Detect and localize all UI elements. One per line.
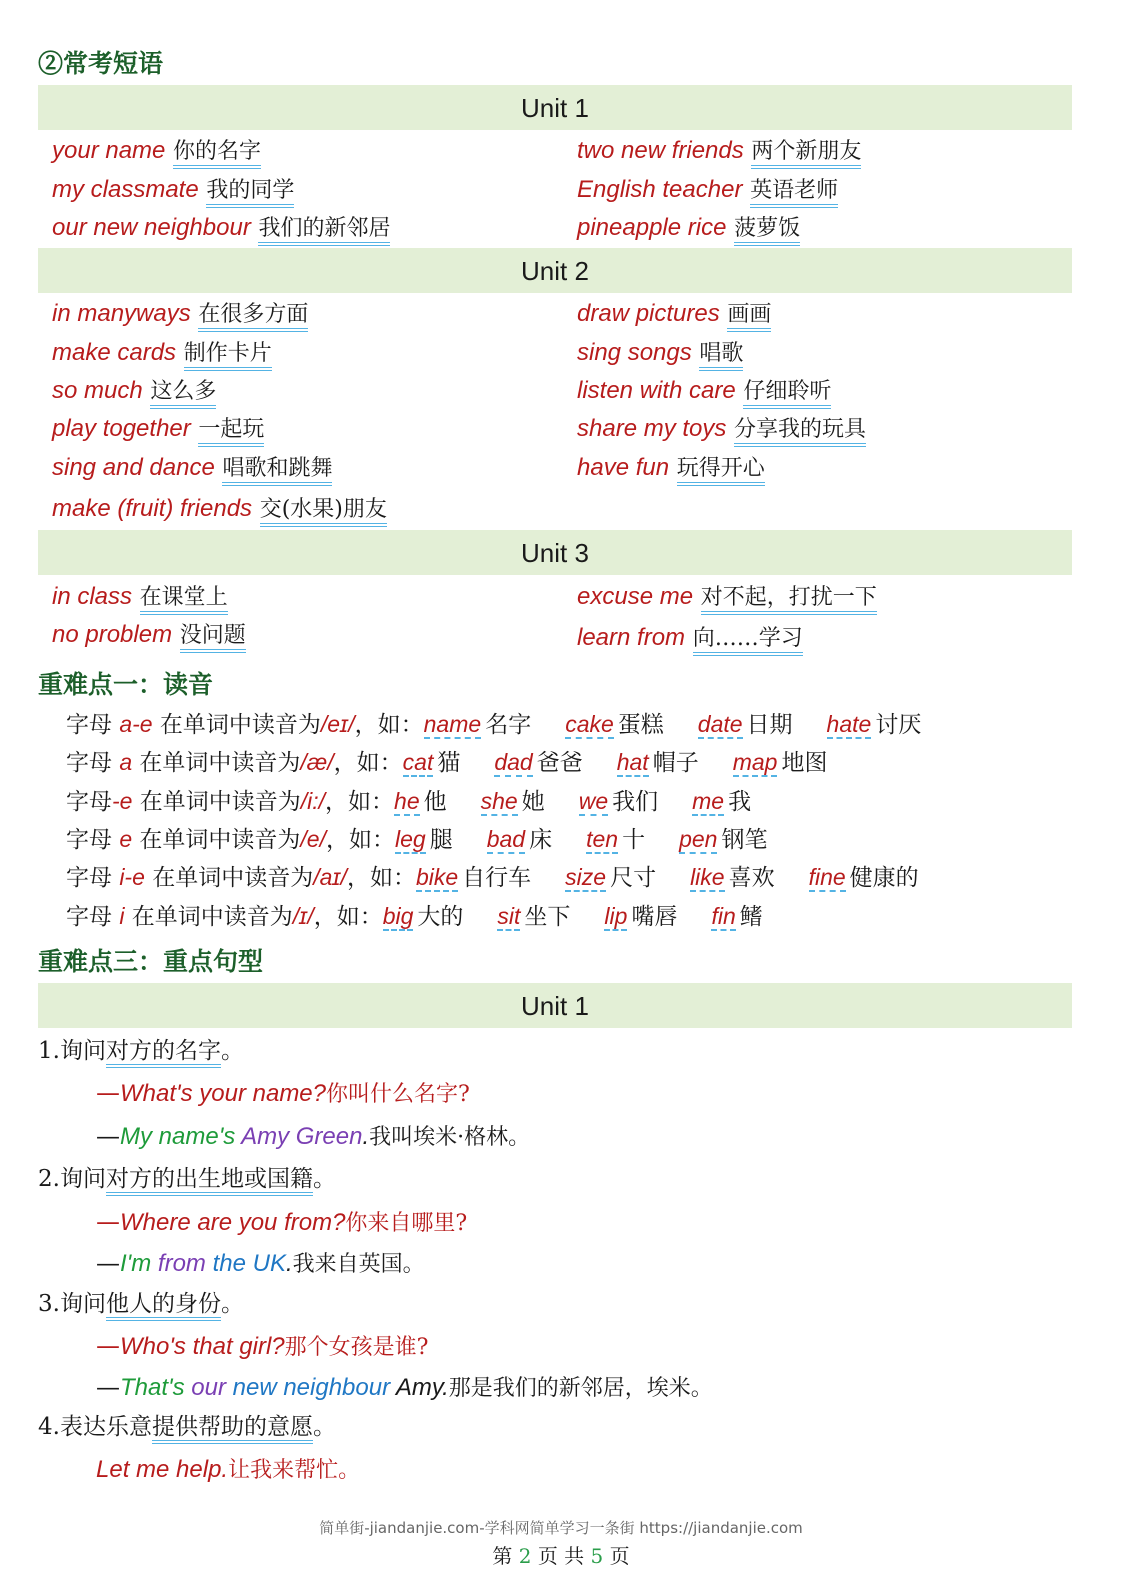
example-word: me 我 <box>692 788 752 815</box>
unit-band-sentences: Unit 1 <box>38 983 1072 1028</box>
phrase-cn: 一起玩 <box>198 417 264 447</box>
phrase-en: your name <box>52 137 166 164</box>
section-title-sentences: 重难点三：重点句型 <box>38 947 264 976</box>
phrase-item <box>52 493 387 525</box>
unit-band-1: Unit 1 <box>38 85 1072 130</box>
pron-pre: 字母 <box>66 712 112 738</box>
phrase-cn: 没问题 <box>180 623 246 653</box>
phrase-en: make (fruit) friends <box>52 495 253 522</box>
phrase-en: my classmate <box>52 176 199 203</box>
phrase-cn: 制作卡片 <box>184 341 272 371</box>
phrase-item <box>577 135 861 167</box>
phrase-en: sing songs <box>577 339 692 366</box>
phrase-item <box>52 619 246 651</box>
pron-post: ，如： <box>346 865 416 891</box>
phrase-en: our new neighbour <box>52 214 251 241</box>
example-word: cake 蛋糕 <box>565 711 664 738</box>
example-word: she 她 <box>480 788 545 815</box>
pron-mid: 在单词中读音为 <box>139 750 301 776</box>
phrase-cn: 唱歌和跳舞 <box>222 456 332 486</box>
dialog-line: —My name's Amy Green.我叫埃米·格林。 <box>96 1122 531 1150</box>
phrase-en: two new friends <box>577 137 744 164</box>
phrase-cn: 这么多 <box>150 379 216 409</box>
example-word: he 他 <box>394 788 447 815</box>
section-title-pronunciation: 重难点一：读音 <box>38 670 214 699</box>
pron-mid: 在单词中读音为 <box>159 712 321 738</box>
example-word: pen 钢笔 <box>679 826 768 853</box>
phrase-item <box>52 298 308 330</box>
question-3: 3.询问他人的身份。 <box>38 1289 244 1319</box>
phrase-en: English teacher <box>577 176 743 203</box>
phrase-cn: 唱歌 <box>699 341 743 371</box>
phrase-en: pineapple rice <box>577 214 727 241</box>
phrase-en: sing and dance <box>52 454 215 481</box>
phrase-cn: 画画 <box>727 302 771 332</box>
phrase-item <box>577 375 831 407</box>
phrase-cn: 我的同学 <box>206 178 294 208</box>
pronunciation-row <box>66 824 801 855</box>
phrase-item <box>52 337 272 369</box>
phrase-cn: 仔细聆听 <box>743 379 831 409</box>
phrase-en: learn from <box>577 624 686 651</box>
dialog-line: —What's your name?你叫什么名字? <box>96 1079 470 1107</box>
phrase-cn: 你的名字 <box>173 139 261 169</box>
pron-pre: 字母 <box>66 865 112 891</box>
dialog-line: Let me help.让我来帮忙。 <box>96 1456 361 1483</box>
phrase-item <box>52 135 261 167</box>
example-word: ten 十 <box>586 826 646 853</box>
example-word: leg 腿 <box>395 826 453 853</box>
phrase-item <box>52 413 264 445</box>
question-4: 4.表达乐意提供帮助的意愿。 <box>38 1412 336 1442</box>
phrase-item <box>52 174 294 206</box>
example-word: lip 嘴唇 <box>604 903 678 930</box>
example-word: size 尺寸 <box>565 864 657 891</box>
dialog-line: —That's our new neighbour Amy.那是我们的新邻居，埃米。 <box>96 1373 713 1401</box>
example-word: hate 讨厌 <box>826 711 922 738</box>
phrase-cn: 我们的新邻居 <box>258 216 390 246</box>
phrase-en: so much <box>52 377 143 404</box>
example-word: cat 猫 <box>402 749 461 776</box>
phrase-item <box>577 413 866 445</box>
phrase-item <box>577 581 877 613</box>
phrase-cn: 交(水果)朋友 <box>260 497 387 527</box>
pronunciation-row <box>66 786 785 817</box>
pron-post: ，如： <box>354 712 424 738</box>
pronunciation-row <box>66 901 797 932</box>
pron-letter: a-e <box>119 711 153 737</box>
example-word: sit 坐下 <box>497 903 571 930</box>
pronunciation-row <box>66 747 861 778</box>
pronunciation-row <box>66 709 955 740</box>
pron-pre: 字母 <box>66 827 112 853</box>
pron-sound: /ɪ/ <box>292 903 314 929</box>
example-word: date 日期 <box>697 711 793 738</box>
phrase-item <box>577 452 765 484</box>
phrase-item <box>52 452 332 484</box>
unit-band-3: Unit 3 <box>38 530 1072 575</box>
example-word: big 大的 <box>382 903 464 930</box>
pron-sound: /æ/ <box>300 749 334 775</box>
pron-sound: /i:/ <box>300 788 326 814</box>
example-word: dad 爸爸 <box>494 749 583 776</box>
pron-sound: /aɪ/ <box>313 864 347 890</box>
phrase-cn: 向……学习 <box>693 626 803 656</box>
dialog-line: —I'm from the UK.我来自英国。 <box>96 1249 425 1277</box>
phrase-cn: 英语老师 <box>750 178 838 208</box>
phrase-en: have fun <box>577 454 670 481</box>
pron-mid: 在单词中读音为 <box>152 865 314 891</box>
pron-letter: i-e <box>119 864 145 890</box>
phrase-en: make cards <box>52 339 177 366</box>
section-title-phrases: ②常考短语 <box>38 49 164 78</box>
phrase-cn: 菠萝饭 <box>734 216 800 246</box>
phrase-en: share my toys <box>577 415 727 442</box>
dialog-line: —Who's that girl?那个女孩是谁? <box>96 1332 429 1360</box>
phrase-cn: 两个新朋友 <box>751 139 861 169</box>
phrase-cn: 在很多方面 <box>198 302 308 332</box>
example-word: map 地图 <box>732 749 828 776</box>
phrase-cn: 分享我的玩具 <box>734 417 866 447</box>
page-number: 第 2 页 共 5 页 <box>492 1544 630 1568</box>
phrase-item <box>52 375 216 407</box>
pron-sound: /eɪ/ <box>320 711 355 737</box>
pron-mid: 在单词中读音为 <box>139 827 301 853</box>
phrase-en: no problem <box>52 621 173 648</box>
phrase-item <box>577 622 803 654</box>
dialog-line: —Where are you from?你来自哪里? <box>96 1208 468 1236</box>
phrase-en: in class <box>52 583 133 610</box>
phrase-item <box>577 298 771 330</box>
pron-post: ，如： <box>333 750 403 776</box>
phrase-item <box>577 174 838 206</box>
pron-letter: e <box>119 826 133 852</box>
pron-pre: 字母 <box>66 789 112 815</box>
phrase-en: play together <box>52 415 191 442</box>
pron-mid: 在单词中读音为 <box>131 904 293 930</box>
example-word: fine 健康的 <box>808 864 919 891</box>
example-word: name 名字 <box>423 711 532 738</box>
phrase-en: draw pictures <box>577 300 720 327</box>
phrase-item <box>577 212 800 244</box>
phrase-en: listen with care <box>577 377 736 404</box>
footer-source: 简单街-jiandanjie.com-学科网简单学习一条街 https://jiandanjie.com <box>319 1519 803 1537</box>
pron-letter: a <box>119 749 133 775</box>
pron-pre: 字母 <box>66 904 112 930</box>
phrase-item <box>52 581 228 613</box>
example-word: bike 自行车 <box>415 864 532 891</box>
phrase-item <box>52 212 390 244</box>
phrase-item <box>577 337 743 369</box>
phrase-cn: 对不起，打扰一下 <box>701 585 877 615</box>
question-1: 1.询问对方的名字。 <box>38 1036 244 1066</box>
pron-post: ，如： <box>325 789 395 815</box>
example-word: like 喜欢 <box>690 864 775 891</box>
pron-post: ，如： <box>313 904 383 930</box>
pronunciation-row <box>66 862 919 893</box>
phrase-en: excuse me <box>577 583 694 610</box>
pron-pre: 字母 <box>66 750 112 776</box>
example-word: fin 鳍 <box>711 903 763 930</box>
example-word: hat 帽子 <box>616 749 699 776</box>
phrase-cn: 玩得开心 <box>677 456 765 486</box>
pron-mid: 在单词中读音为 <box>139 789 301 815</box>
pron-letter: -e <box>112 788 133 814</box>
pron-sound: /e/ <box>300 826 326 852</box>
pron-letter: i <box>119 903 125 929</box>
example-word: we 我们 <box>578 788 659 815</box>
pron-post: ，如： <box>326 827 395 853</box>
unit-band-2: Unit 2 <box>38 248 1072 293</box>
phrase-cn: 在课堂上 <box>140 585 228 615</box>
phrase-en: in manyways <box>52 300 191 327</box>
question-2: 2.询问对方的出生地或国籍。 <box>38 1164 336 1194</box>
example-word: bad 床 <box>486 826 553 853</box>
